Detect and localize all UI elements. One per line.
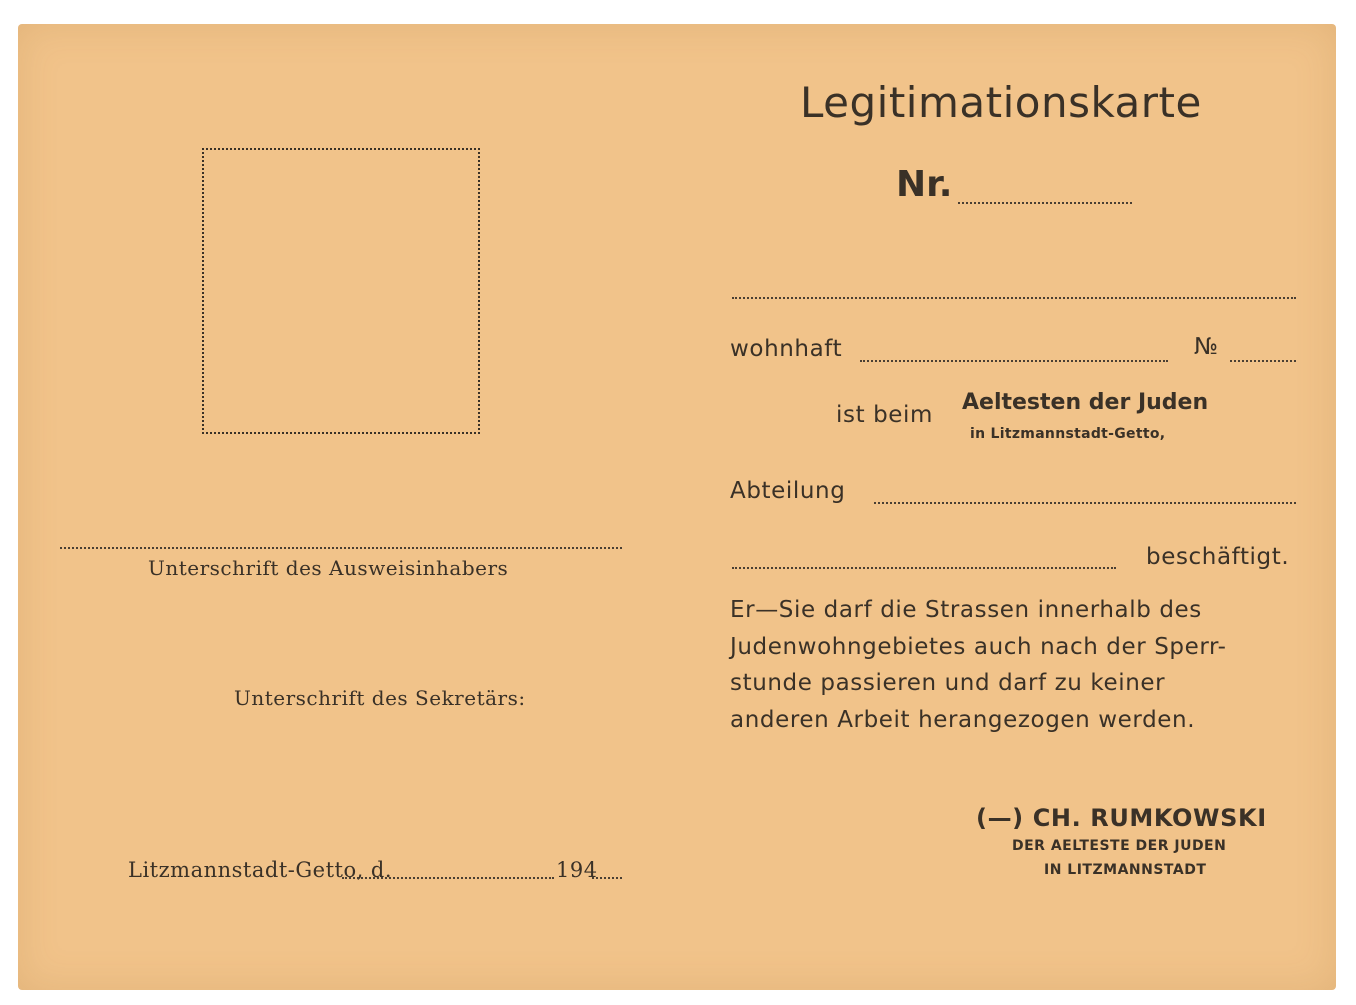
resident-label: wohnhaft — [730, 336, 843, 362]
date-fill-line — [342, 877, 554, 879]
number-label: Nr. — [896, 164, 953, 205]
year-fill-line — [592, 877, 622, 879]
house-number-fill-line — [1230, 360, 1296, 362]
name-fill-line — [732, 297, 1296, 299]
employment-fill-line — [732, 567, 1116, 569]
photo-placeholder — [202, 148, 480, 434]
house-number-label: № — [1194, 334, 1219, 360]
department-fill-line — [874, 502, 1296, 504]
card-title: Legitimationskarte — [800, 78, 1202, 127]
permission-line: Judenwohngebietes auch nach der Sperr- — [730, 633, 1227, 660]
secretary-signature-label: Unterschrift des Sekretärs: — [234, 686, 526, 710]
department-label: Abteilung — [730, 478, 846, 504]
address-fill-line — [860, 360, 1168, 362]
employed-suffix: beschäftigt. — [1146, 544, 1290, 570]
signatory-title-line-2: IN LITZMANNSTADT — [1044, 862, 1207, 878]
id-card — [18, 24, 1336, 990]
employed-prefix: ist beim — [836, 402, 934, 428]
signatory-title-line-1: DER AELTESTE DER JUDEN — [1012, 838, 1227, 854]
organization-name: Aeltesten der Juden — [962, 390, 1209, 415]
permission-text — [730, 592, 1300, 738]
permission-line: anderen Arbeit herangezogen werden. — [730, 706, 1196, 733]
year-prefix: 194 — [556, 858, 598, 882]
place-date-label: Litzmannstadt-Getto, d. — [128, 858, 393, 882]
signatory-name: (—) CH. RUMKOWSKI — [976, 804, 1267, 832]
holder-signature-label: Unterschrift des Ausweisinhabers — [148, 556, 509, 580]
permission-line: stunde passieren und darf zu keiner — [730, 670, 1166, 696]
number-fill-line — [958, 202, 1132, 204]
organization-location: in Litzmannstadt-Getto, — [970, 426, 1166, 442]
holder-signature-line — [60, 547, 622, 549]
permission-line: Er—Sie darf die Strassen innerhalb des — [730, 597, 1202, 623]
